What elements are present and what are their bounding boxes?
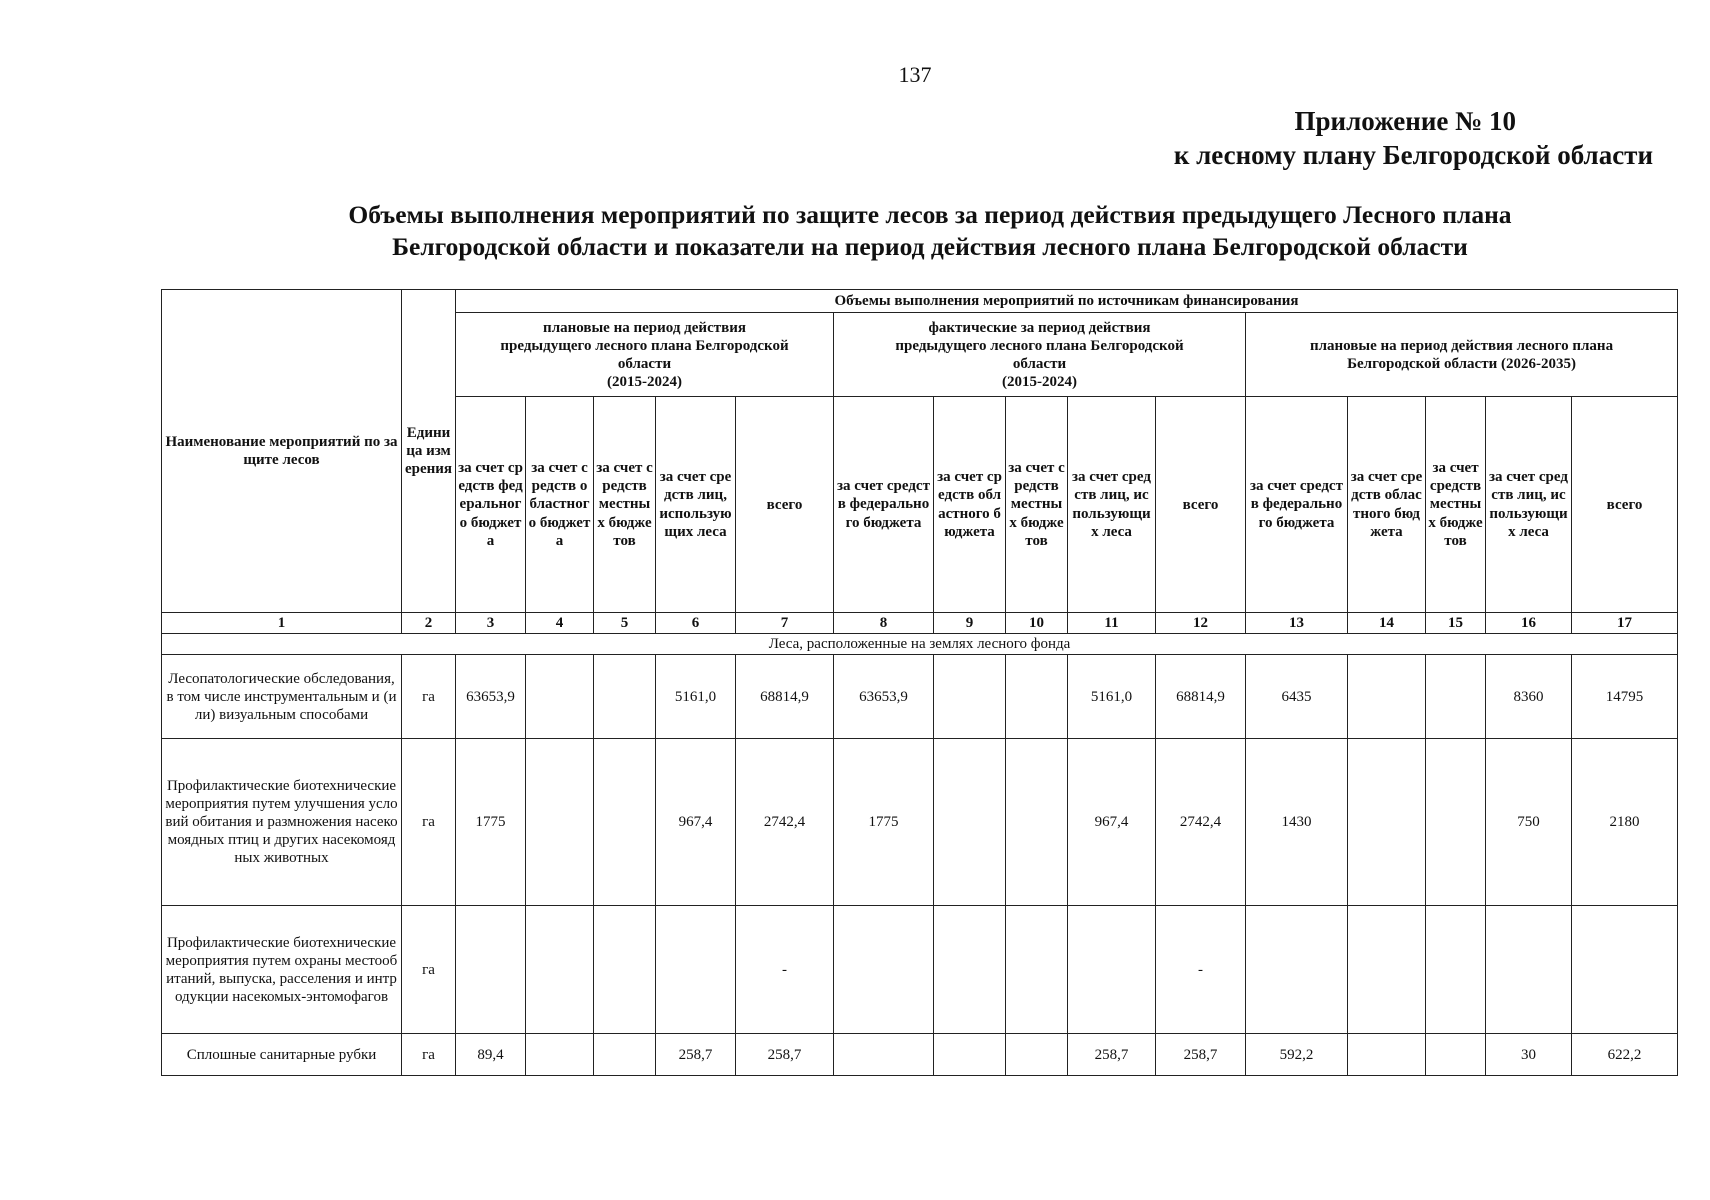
section-title: Леса, расположенные на землях лесного фонда bbox=[162, 634, 1678, 655]
cell bbox=[1426, 1034, 1486, 1076]
table-row bbox=[162, 739, 1678, 906]
header-name: Наименование мероприятий по защите лесов bbox=[162, 290, 402, 613]
cell bbox=[1486, 906, 1572, 1034]
header-col-10: за счет средств местных бюджетов bbox=[1006, 397, 1068, 613]
column-number: 9 bbox=[934, 613, 1006, 634]
header-col-11: за счет средств лиц, использующих леса bbox=[1068, 397, 1156, 613]
cell: 6435 bbox=[1246, 655, 1348, 739]
cell: 68814,9 bbox=[1156, 655, 1246, 739]
header-group-line: (2015-2024) bbox=[1002, 373, 1077, 390]
column-number: 14 bbox=[1348, 613, 1426, 634]
row-name: Сплошные санитарные рубки bbox=[162, 1034, 402, 1076]
cell: 750 bbox=[1486, 739, 1572, 906]
section-row bbox=[162, 634, 1678, 655]
cell: 68814,9 bbox=[736, 655, 834, 739]
header-col-4: за счет средств областного бюджета bbox=[526, 397, 594, 613]
column-number: 13 bbox=[1246, 613, 1348, 634]
column-number: 16 bbox=[1486, 613, 1572, 634]
header-unit: Единица измерения bbox=[402, 290, 456, 613]
row-name: Профилактические биотехнические мероприятия путем охраны местообитаний, выпуска, расселения и интродукции насекомых-энтомофагов bbox=[162, 906, 402, 1034]
header-group-planned-prev bbox=[456, 313, 834, 397]
cell: 1775 bbox=[834, 739, 934, 906]
cell bbox=[1068, 906, 1156, 1034]
cell bbox=[656, 906, 736, 1034]
header-group-line: плановые на период действия bbox=[543, 319, 746, 336]
cell bbox=[526, 739, 594, 906]
column-number: 6 bbox=[656, 613, 736, 634]
appendix-subtitle: к лесному плану Белгородской области bbox=[1173, 140, 1653, 170]
cell-unit: га bbox=[402, 906, 456, 1034]
column-number: 3 bbox=[456, 613, 526, 634]
header-group-line: области bbox=[1012, 355, 1067, 372]
cell: 258,7 bbox=[1068, 1034, 1156, 1076]
cell bbox=[1006, 906, 1068, 1034]
document-title-line-1: Объемы выполнения мероприятий по защите лесов за период действия предыдущего Лесного плана bbox=[348, 200, 1512, 229]
cell bbox=[934, 739, 1006, 906]
document-title bbox=[250, 199, 1610, 263]
cell: 258,7 bbox=[1156, 1034, 1246, 1076]
cell bbox=[1426, 739, 1486, 906]
header-col-17: всего bbox=[1572, 397, 1678, 613]
cell bbox=[594, 1034, 656, 1076]
cell: - bbox=[736, 906, 834, 1034]
header-col-6: за счет средств лиц, использующих леса bbox=[656, 397, 736, 613]
cell: - bbox=[1156, 906, 1246, 1034]
cell bbox=[934, 906, 1006, 1034]
cell bbox=[1348, 655, 1426, 739]
cell: 14795 bbox=[1572, 655, 1678, 739]
cell: 1775 bbox=[456, 739, 526, 906]
cell: 63653,9 bbox=[456, 655, 526, 739]
header-col-9: за счет средств областного бюджета bbox=[934, 397, 1006, 613]
cell: 63653,9 bbox=[834, 655, 934, 739]
row-name: Лесопатологические обследования, в том числе инструментальным и (или) визуальным способами bbox=[162, 655, 402, 739]
cell bbox=[594, 906, 656, 1034]
cell: 258,7 bbox=[656, 1034, 736, 1076]
cell-unit: га bbox=[402, 739, 456, 906]
cell bbox=[1426, 906, 1486, 1034]
column-number: 12 bbox=[1156, 613, 1246, 634]
column-number: 2 bbox=[402, 613, 456, 634]
cell bbox=[934, 1034, 1006, 1076]
cell bbox=[526, 1034, 594, 1076]
cell bbox=[594, 655, 656, 739]
header-funding: Объемы выполнения мероприятий по источникам финансирования bbox=[456, 290, 1678, 313]
header-col-14: за счет средств областного бюджета bbox=[1348, 397, 1426, 613]
header-group-planned-new bbox=[1246, 313, 1678, 397]
cell bbox=[1348, 739, 1426, 906]
column-number: 10 bbox=[1006, 613, 1068, 634]
header-col-7: всего bbox=[736, 397, 834, 613]
header-group-line: фактические за период действия bbox=[928, 319, 1151, 336]
cell bbox=[934, 655, 1006, 739]
cell bbox=[1572, 906, 1678, 1034]
row-name: Профилактические биотехнические мероприятия путем улучшения условий обитания и размножения насекомоядных птиц и других насекомоядных животных bbox=[162, 739, 402, 906]
header-group-actual-prev bbox=[834, 313, 1246, 397]
cell bbox=[1348, 1034, 1426, 1076]
cell bbox=[526, 655, 594, 739]
cell: 2742,4 bbox=[1156, 739, 1246, 906]
header-group-line: области bbox=[617, 355, 672, 372]
cell bbox=[834, 1034, 934, 1076]
cell-unit: га bbox=[402, 1034, 456, 1076]
header-group-line: плановые на период действия лесного плана bbox=[1309, 337, 1614, 354]
header-col-3: за счет средств федерального бюджета bbox=[456, 397, 526, 613]
cell bbox=[1348, 906, 1426, 1034]
cell bbox=[1246, 906, 1348, 1034]
cell: 2180 bbox=[1572, 739, 1678, 906]
header-group-line: предыдущего лесного плана Белгородской bbox=[500, 337, 789, 354]
cell bbox=[834, 906, 934, 1034]
column-number: 1 bbox=[162, 613, 402, 634]
column-numbers-row bbox=[162, 613, 1678, 634]
cell-unit: га bbox=[402, 655, 456, 739]
cell: 5161,0 bbox=[1068, 655, 1156, 739]
cell: 1430 bbox=[1246, 739, 1348, 906]
header-group-line: Белгородской области (2026-2035) bbox=[1347, 355, 1576, 372]
cell: 8360 bbox=[1486, 655, 1572, 739]
cell bbox=[1006, 655, 1068, 739]
column-number: 4 bbox=[526, 613, 594, 634]
cell: 5161,0 bbox=[656, 655, 736, 739]
column-number: 15 bbox=[1426, 613, 1486, 634]
header-col-12: всего bbox=[1156, 397, 1246, 613]
cell: 2742,4 bbox=[736, 739, 834, 906]
cell bbox=[1006, 739, 1068, 906]
cell: 622,2 bbox=[1572, 1034, 1678, 1076]
document-title-line-2: Белгородской области и показатели на период действия лесного плана Белгородской области bbox=[392, 232, 1468, 261]
column-number: 17 bbox=[1572, 613, 1678, 634]
cell bbox=[526, 906, 594, 1034]
column-number: 8 bbox=[834, 613, 934, 634]
cell bbox=[1006, 1034, 1068, 1076]
header-group-line: (2015-2024) bbox=[607, 373, 682, 390]
cell: 592,2 bbox=[1246, 1034, 1348, 1076]
header-col-13: за счет средств федерального бюджета bbox=[1246, 397, 1348, 613]
cell bbox=[1426, 655, 1486, 739]
header-col-8: за счет средств федерального бюджета bbox=[834, 397, 934, 613]
header-col-15: за счет средств местных бюджетов bbox=[1426, 397, 1486, 613]
cell: 967,4 bbox=[1068, 739, 1156, 906]
column-number: 5 bbox=[594, 613, 656, 634]
header-col-16: за счет средств лиц, использующих леса bbox=[1486, 397, 1572, 613]
cell: 258,7 bbox=[736, 1034, 834, 1076]
header-group-line: предыдущего лесного плана Белгородской bbox=[895, 337, 1184, 354]
table-row bbox=[162, 906, 1678, 1034]
cell: 89,4 bbox=[456, 1034, 526, 1076]
cell bbox=[456, 906, 526, 1034]
appendix-number: Приложение № 10 bbox=[1294, 106, 1516, 136]
table-row bbox=[162, 1034, 1678, 1076]
column-number: 7 bbox=[736, 613, 834, 634]
header-col-5: за счет средств местных бюджетов bbox=[594, 397, 656, 613]
forest-protection-table bbox=[161, 289, 1678, 1076]
page-number: 137 bbox=[898, 62, 932, 87]
column-number: 11 bbox=[1068, 613, 1156, 634]
cell: 967,4 bbox=[656, 739, 736, 906]
table-row bbox=[162, 655, 1678, 739]
appendix-caption bbox=[1174, 104, 1653, 172]
cell bbox=[594, 739, 656, 906]
cell: 30 bbox=[1486, 1034, 1572, 1076]
